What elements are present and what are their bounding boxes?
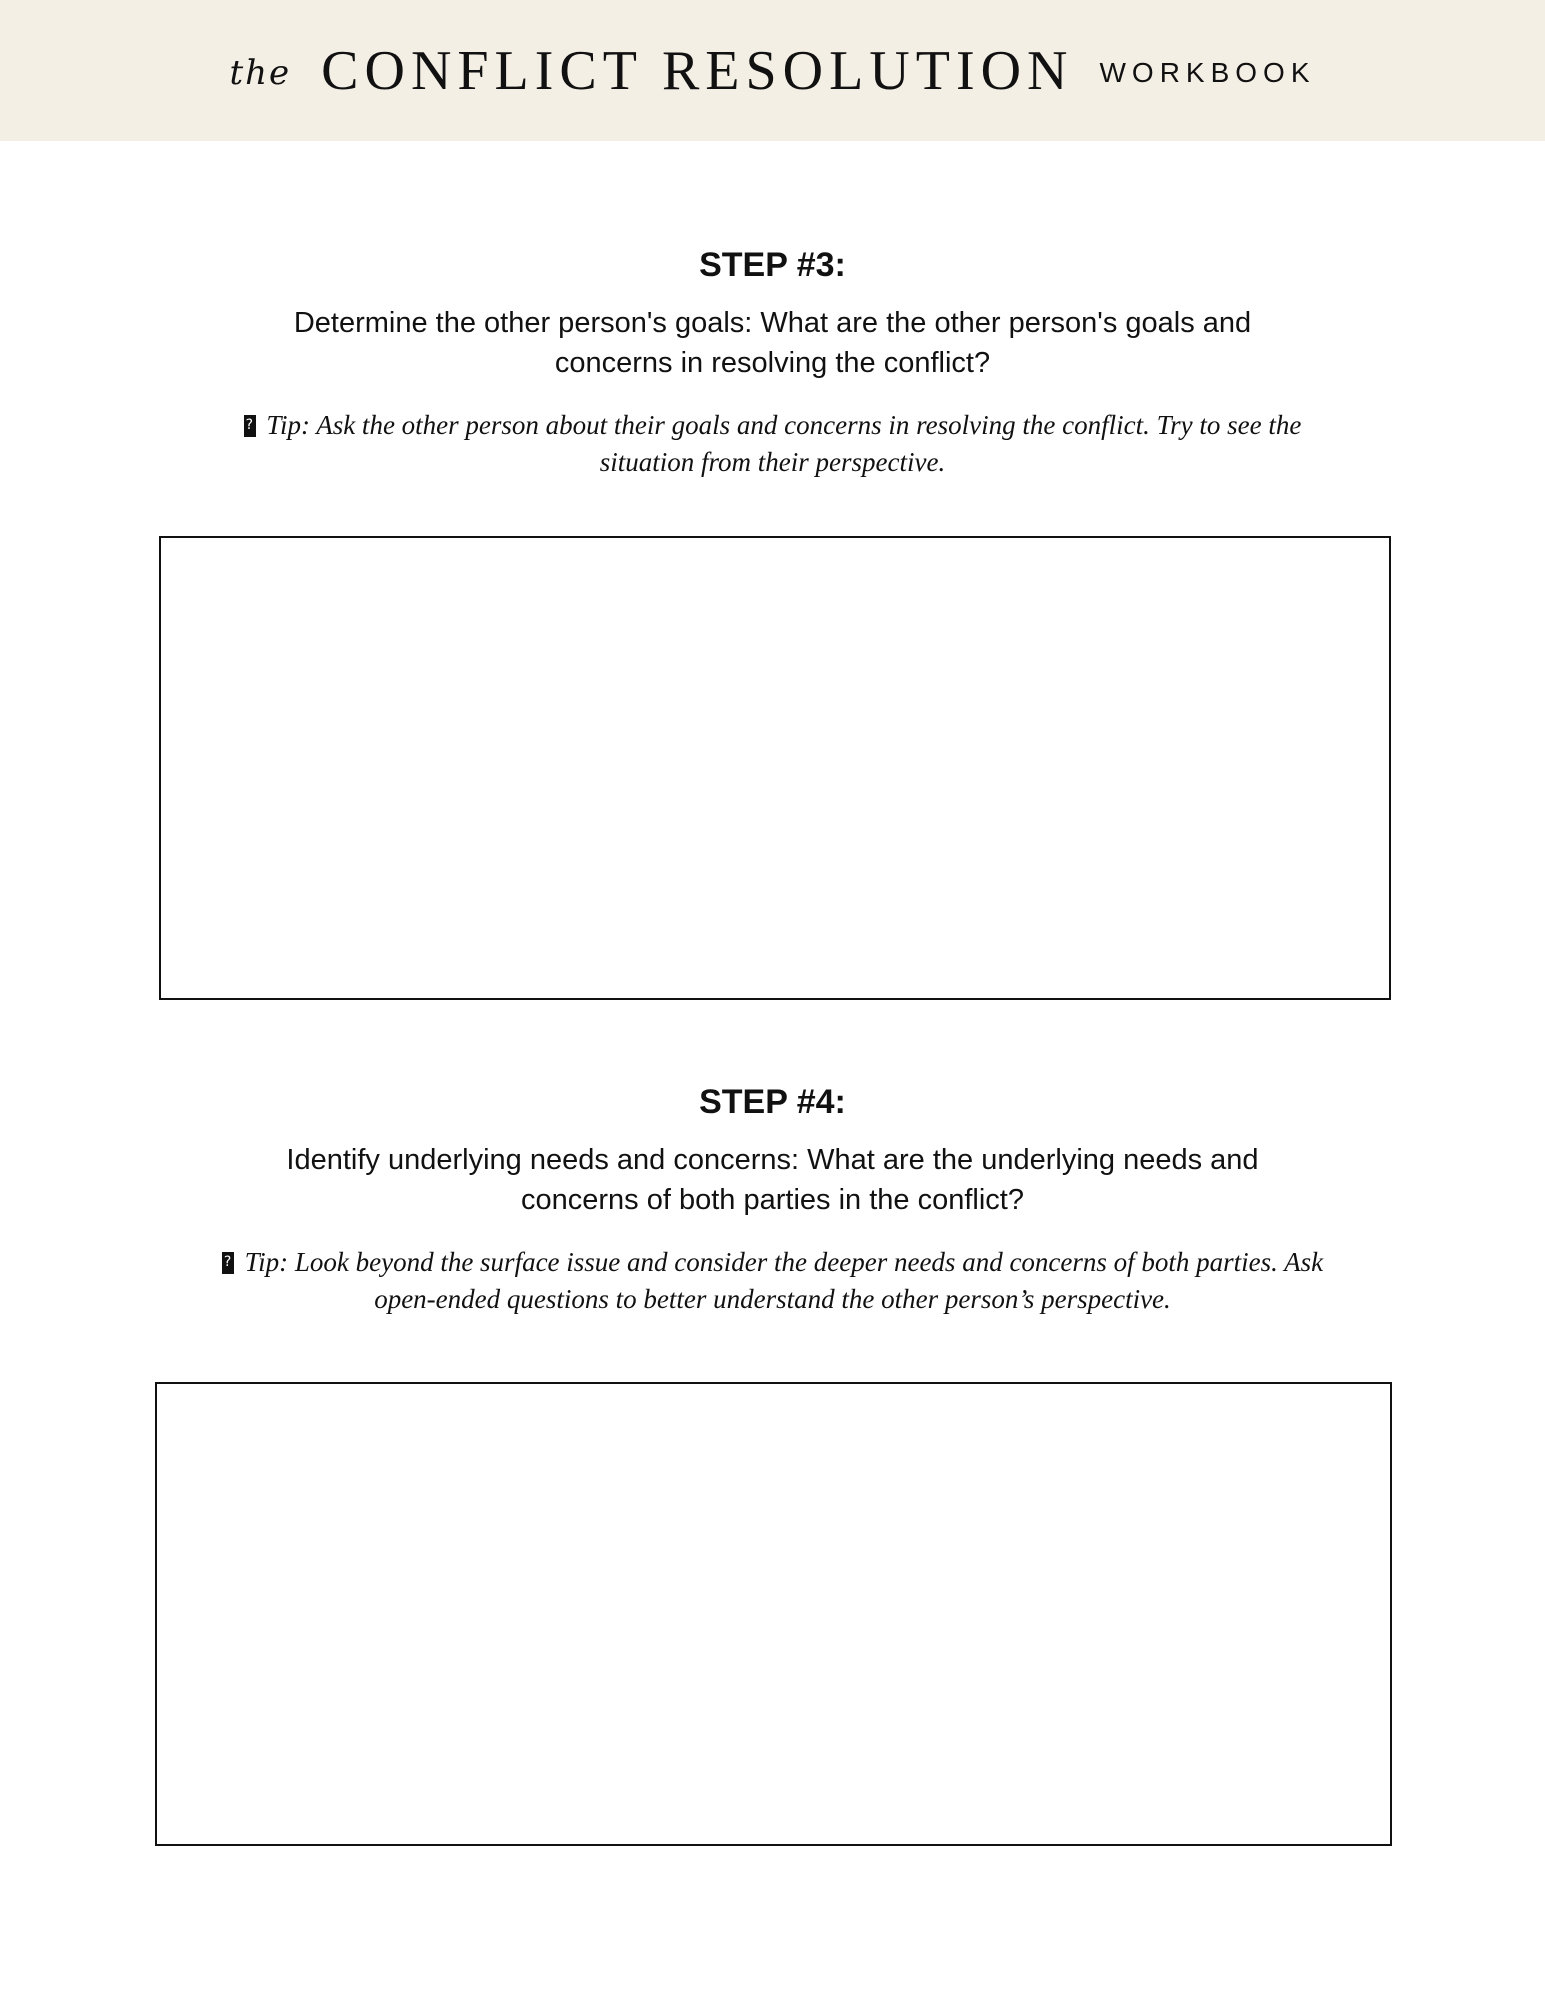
step-4-question: Identify underlying needs and concerns: What are the underlying needs and concerns of both parties in the conflict? — [286, 1144, 1259, 1216]
step-4-tip — [208, 1244, 1338, 1318]
title-main: CONFLICT RESOLUTION — [321, 39, 1074, 102]
step-3-section — [0, 245, 1545, 481]
step-3-answer-box[interactable] — [159, 536, 1391, 1000]
step-4-section — [0, 1082, 1545, 1318]
workbook-title — [0, 0, 1545, 141]
step-3-heading: STEP #3: — [699, 246, 846, 284]
step-4-tip-text: Tip: Look beyond the surface issue and consider the deeper needs and concerns of both parties. Ask open-ended questions to better understand the other person’s perspective. — [244, 1247, 1324, 1314]
step-3-tip-text: Tip: Ask the other person about their goals and concerns in resolving the conflict. Try to see the situation from their perspective. — [266, 410, 1302, 477]
title-the: the — [229, 52, 292, 93]
step-4-answer-box[interactable] — [155, 1382, 1392, 1846]
tip-icon — [244, 415, 256, 437]
title-workbook: WORKBOOK — [1099, 56, 1316, 88]
tip-icon — [222, 1252, 234, 1274]
step-3-tip — [208, 407, 1338, 481]
step-3-question: Determine the other person's goals: What are the other person's goals and concerns in resolving the conflict? — [293, 307, 1252, 379]
step-4-heading: STEP #4: — [699, 1083, 846, 1121]
